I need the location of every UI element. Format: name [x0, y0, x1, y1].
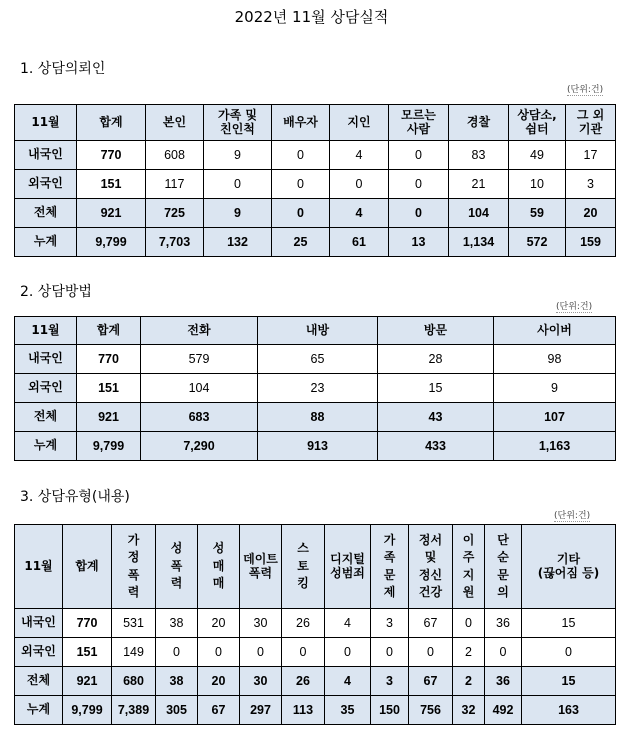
- table-cell: 25: [272, 228, 330, 257]
- table-cell: 149: [112, 638, 156, 667]
- table-cell: 492: [485, 696, 522, 725]
- table-cell: 3: [371, 609, 409, 638]
- table-cell: 4: [325, 609, 371, 638]
- table-cell: 0: [240, 638, 282, 667]
- table-cell: 4: [330, 141, 389, 170]
- table-cell: 770: [77, 141, 146, 170]
- table-cell: 38: [156, 609, 198, 638]
- table-cell: 0: [389, 199, 449, 228]
- header-cell: 가족 및 친인척: [204, 105, 272, 141]
- table-row: [15, 667, 616, 696]
- table-cell: 770: [77, 345, 141, 374]
- table-cell: 1,163: [494, 432, 616, 461]
- header-cell: 전화: [141, 317, 258, 345]
- header-cell: 합계: [63, 525, 112, 609]
- section3-title: 3. 상담유형(내용): [20, 489, 130, 505]
- table-cell: 59: [509, 199, 566, 228]
- table-cell: 4: [325, 667, 371, 696]
- table-cell: 3: [566, 170, 616, 199]
- table-row: [15, 638, 616, 667]
- table-row: [15, 141, 616, 170]
- header-cell: 이 주 지 원: [453, 525, 485, 609]
- table-cell: 151: [77, 170, 146, 199]
- table-row: [15, 170, 616, 199]
- table-cell: 30: [240, 609, 282, 638]
- row-label: 외국인: [15, 374, 77, 403]
- row-label: 전체: [15, 199, 77, 228]
- table-cell: 921: [63, 667, 112, 696]
- table-cell: 1,134: [449, 228, 509, 257]
- table-cell: 21: [449, 170, 509, 199]
- table-cell: 117: [146, 170, 204, 199]
- table-cell: 433: [378, 432, 494, 461]
- table-cell: 36: [485, 667, 522, 696]
- table-cell: 15: [522, 667, 616, 696]
- table-cell: 107: [494, 403, 616, 432]
- row-label: 외국인: [15, 170, 77, 199]
- header-cell: 데이트 폭력: [240, 525, 282, 609]
- table-cell: 0: [522, 638, 616, 667]
- table-cell: 0: [272, 141, 330, 170]
- table-cell: 98: [494, 345, 616, 374]
- row-label: 내국인: [15, 345, 77, 374]
- table-cell: 608: [146, 141, 204, 170]
- table-cell: 297: [240, 696, 282, 725]
- header-cell: 모르는 사람: [389, 105, 449, 141]
- header-cell: 방문: [378, 317, 494, 345]
- table-cell: 3: [371, 667, 409, 696]
- consult-method-table: [14, 316, 616, 461]
- row-label: 내국인: [15, 141, 77, 170]
- table-cell: 150: [371, 696, 409, 725]
- row-label: 누계: [15, 228, 77, 257]
- section1-title: 1. 상담의뢰인: [20, 61, 106, 77]
- table-cell: 65: [258, 345, 378, 374]
- table-row: [15, 199, 616, 228]
- table-cell: 10: [509, 170, 566, 199]
- consult-type-table: [14, 524, 616, 725]
- table-cell: 921: [77, 403, 141, 432]
- table-cell: 4: [330, 199, 389, 228]
- table-cell: 67: [198, 696, 240, 725]
- table-cell: 9,799: [63, 696, 112, 725]
- table-cell: 49: [509, 141, 566, 170]
- table-cell: 913: [258, 432, 378, 461]
- table-cell: 305: [156, 696, 198, 725]
- table-cell: 7,703: [146, 228, 204, 257]
- table-cell: 35: [325, 696, 371, 725]
- table-cell: 770: [63, 609, 112, 638]
- table-cell: 83: [449, 141, 509, 170]
- table-cell: 36: [485, 609, 522, 638]
- section3-unit: (단위:건): [554, 508, 590, 522]
- table-cell: 20: [566, 199, 616, 228]
- table-cell: 7,290: [141, 432, 258, 461]
- header-cell: 그 외 기관: [566, 105, 616, 141]
- row-label: 전체: [15, 403, 77, 432]
- header-cell: 본인: [146, 105, 204, 141]
- table-cell: 531: [112, 609, 156, 638]
- table-cell: 30: [240, 667, 282, 696]
- table-cell: 104: [449, 199, 509, 228]
- table-cell: 0: [389, 141, 449, 170]
- table-row: [15, 696, 616, 725]
- table-cell: 9,799: [77, 432, 141, 461]
- table-cell: 67: [409, 609, 453, 638]
- table-cell: 2: [453, 667, 485, 696]
- table-cell: 38: [156, 667, 198, 696]
- header-cell: 합계: [77, 105, 146, 141]
- table-row: [15, 228, 616, 257]
- header-cell: 상담소, 쉼터: [509, 105, 566, 141]
- document-title: 2022년 11월 상담실적: [234, 8, 389, 26]
- table-cell: 0: [272, 170, 330, 199]
- table-cell: 20: [198, 609, 240, 638]
- header-cell: 내방: [258, 317, 378, 345]
- table-cell: 0: [198, 638, 240, 667]
- section1-unit: (단위:건): [567, 82, 603, 96]
- section2-unit: (단위:건): [556, 299, 592, 313]
- table-row: [15, 432, 616, 461]
- table-cell: 2: [453, 638, 485, 667]
- table-cell: 0: [325, 638, 371, 667]
- table-cell: 32: [453, 696, 485, 725]
- row-label: 누계: [15, 696, 63, 725]
- table-cell: 579: [141, 345, 258, 374]
- header-cell: 가 족 문 제: [371, 525, 409, 609]
- section2-title: 2. 상담방법: [20, 284, 92, 300]
- header-cell: 11월: [15, 317, 77, 345]
- table-cell: 0: [371, 638, 409, 667]
- table-cell: 680: [112, 667, 156, 696]
- header-cell: 단 순 문 의: [485, 525, 522, 609]
- header-cell: 성 매 매: [198, 525, 240, 609]
- header-cell: 가 정 폭 력: [112, 525, 156, 609]
- table-cell: 15: [522, 609, 616, 638]
- header-cell: 11월: [15, 525, 63, 609]
- row-label: 전체: [15, 667, 63, 696]
- consult-client-table: [14, 104, 616, 257]
- table-cell: 0: [204, 170, 272, 199]
- table-cell: 756: [409, 696, 453, 725]
- table-cell: 13: [389, 228, 449, 257]
- table-cell: 88: [258, 403, 378, 432]
- table-cell: 132: [204, 228, 272, 257]
- table-cell: 0: [453, 609, 485, 638]
- table-cell: 151: [77, 374, 141, 403]
- table-cell: 0: [389, 170, 449, 199]
- table-cell: 163: [522, 696, 616, 725]
- header-cell: 11월: [15, 105, 77, 141]
- header-cell: 경찰: [449, 105, 509, 141]
- row-label: 외국인: [15, 638, 63, 667]
- table-cell: 725: [146, 199, 204, 228]
- table-cell: 0: [272, 199, 330, 228]
- header-cell: 지인: [330, 105, 389, 141]
- table-cell: 113: [282, 696, 325, 725]
- header-cell: 사이버: [494, 317, 616, 345]
- table-cell: 20: [198, 667, 240, 696]
- table-cell: 9: [494, 374, 616, 403]
- table-cell: 43: [378, 403, 494, 432]
- row-label: 누계: [15, 432, 77, 461]
- header-cell: 기타 (끊어짐 등): [522, 525, 616, 609]
- table-cell: 0: [485, 638, 522, 667]
- header-cell: 스 토 킹: [282, 525, 325, 609]
- table-cell: 159: [566, 228, 616, 257]
- table-cell: 0: [282, 638, 325, 667]
- header-cell: 성 폭 력: [156, 525, 198, 609]
- row-label: 내국인: [15, 609, 63, 638]
- table-cell: 9,799: [77, 228, 146, 257]
- table-cell: 67: [409, 667, 453, 696]
- table-cell: 151: [63, 638, 112, 667]
- header-cell: 합계: [77, 317, 141, 345]
- table-cell: 104: [141, 374, 258, 403]
- table-cell: 15: [378, 374, 494, 403]
- header-cell: 디지털 성범죄: [325, 525, 371, 609]
- table-cell: 0: [156, 638, 198, 667]
- table-row: [15, 345, 616, 374]
- table-cell: 683: [141, 403, 258, 432]
- table-cell: 26: [282, 667, 325, 696]
- table-cell: 9: [204, 141, 272, 170]
- table-cell: 28: [378, 345, 494, 374]
- header-cell: 정서 및 정신 건강: [409, 525, 453, 609]
- table-cell: 17: [566, 141, 616, 170]
- table-cell: 61: [330, 228, 389, 257]
- table-cell: 26: [282, 609, 325, 638]
- table-cell: 572: [509, 228, 566, 257]
- table-cell: 7,389: [112, 696, 156, 725]
- table-row: [15, 374, 616, 403]
- table-cell: 9: [204, 199, 272, 228]
- table-cell: 921: [77, 199, 146, 228]
- header-cell: 배우자: [272, 105, 330, 141]
- table-cell: 0: [330, 170, 389, 199]
- table-row: [15, 609, 616, 638]
- table-cell: 0: [409, 638, 453, 667]
- table-row: [15, 403, 616, 432]
- table-cell: 23: [258, 374, 378, 403]
